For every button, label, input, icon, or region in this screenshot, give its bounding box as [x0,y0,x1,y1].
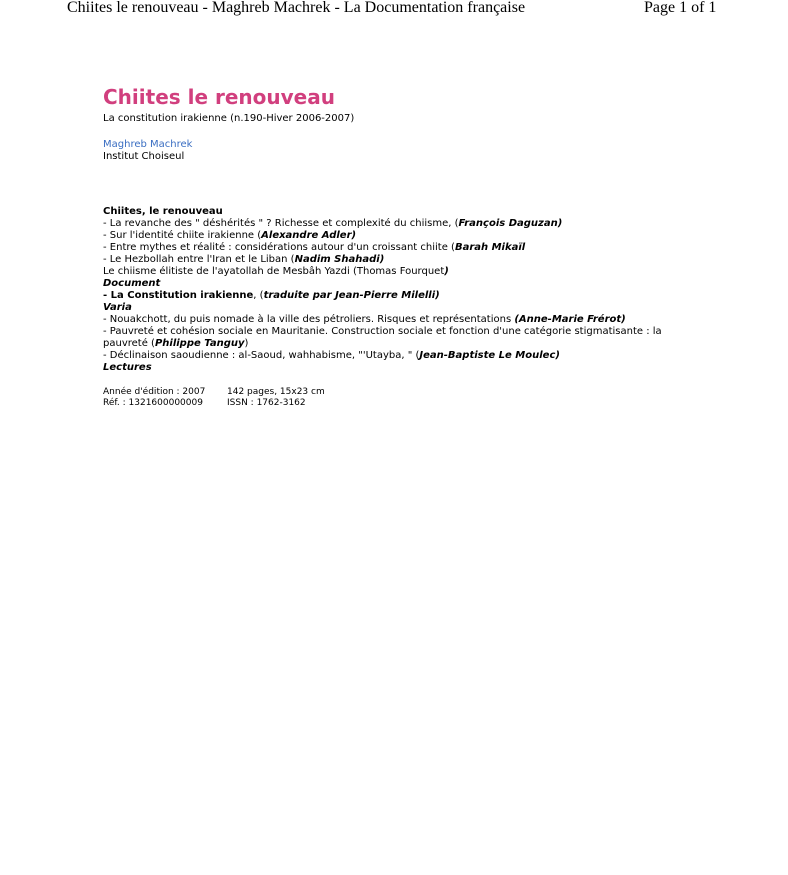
edition-year: Année d'édition : 2007 [103,387,206,397]
author-name: Nadim Shahadi) [294,254,385,265]
issn: ISSN : 1762-3162 [227,398,306,408]
page-number: Page 1 of 1 [644,0,717,16]
translator-name: traduite par Jean-Pierre Milelli) [263,290,440,301]
article-subtitle: La constitution irakienne (n.190-Hiver 2006-2007) [103,113,355,124]
author-name: François Daguzan) [458,218,563,229]
section-varia: Varia [103,302,132,313]
toc-item: - La Constitution irakienne, (traduite par Jean-Pierre Milelli) [103,290,440,301]
toc-item: - Le Hezbollah entre l'Iran et le Liban (Nadim Shahadi) [103,254,385,265]
author-name: Barah Mikaïl [454,242,526,253]
publisher-block [103,139,703,163]
article-content [103,86,703,409]
table-of-contents [103,206,703,374]
page-header [0,0,788,22]
toc-heading: Chiites, le renouveau [103,206,223,217]
author-name: Jean-Baptiste Le Moulec) [419,350,560,361]
toc-item: - Nouakchott, du puis nomade à la ville des pétroliers. Risques et représentations (Anne-Marie Frérot) [103,314,626,325]
author-name: Philippe Tanguy [154,338,245,349]
article-title: Chiites le renouveau [103,85,335,109]
page-count: 142 pages, 15x23 cm [227,387,325,397]
publisher-link[interactable]: Maghreb Machrek [103,139,193,150]
toc-item: Le chiisme élitiste de l'ayatollah de Mesbâh Yazdi (Thomas Fourquet) [103,266,449,277]
reference-number: Réf. : 1321600000009 [103,398,203,408]
toc-item: - Pauvreté et cohésion sociale en Mauritanie. Construction sociale et fonction d'une catégorie stigmatisante : la pauvreté (Philippe Tanguy) [103,326,662,349]
document-title-item: La Constitution irakienne [110,290,254,301]
toc-item: - Sur l'identité chiite irakienne (Alexandre Adler) [103,230,357,241]
publication-info [103,387,703,409]
section-document: Document [103,278,161,289]
section-lectures: Lectures [103,362,152,373]
publisher-org: Institut Choiseul [103,151,185,162]
toc-item: - La revanche des " déshérités " ? Richesse et complexité du chiisme, (François Daguzan) [103,218,563,229]
author-name: Alexandre Adler) [261,230,357,241]
toc-item: - Entre mythes et réalité : considérations autour d'un croissant chiite (Barah Mikaïl [103,242,526,253]
author-name: (Anne-Marie Frérot) [514,314,626,325]
toc-item: - Déclinaison saoudienne : al-Saoud, wahhabisme, "'Utayba, " (Jean-Baptiste Le Moulec) [103,350,560,361]
document-title: Chiites le renouveau - Maghreb Machrek - La Documentation française [67,0,526,16]
